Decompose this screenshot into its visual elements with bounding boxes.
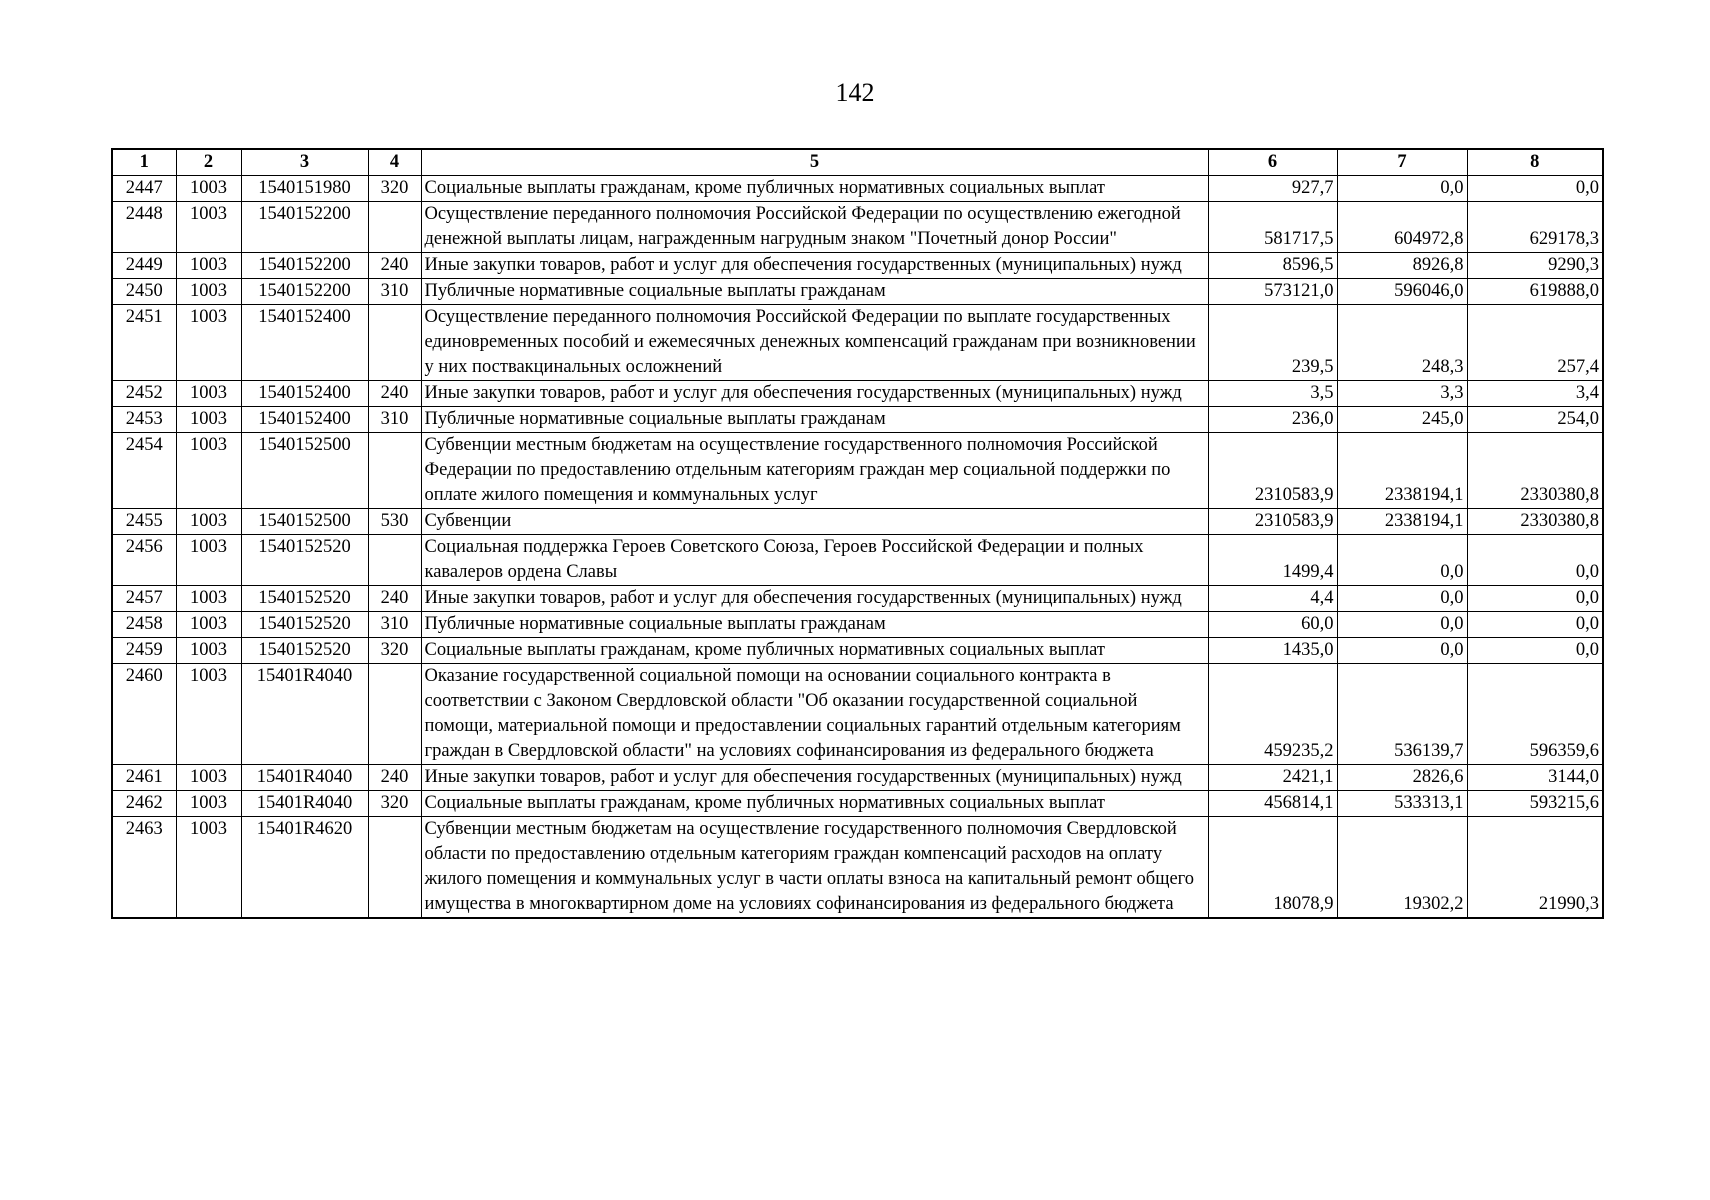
section-code: 1003 bbox=[176, 305, 241, 381]
target-article-code: 1540152200 bbox=[241, 279, 368, 305]
amount-col-7: 0,0 bbox=[1337, 638, 1467, 664]
amount-col-7: 0,0 bbox=[1337, 612, 1467, 638]
row-number: 2453 bbox=[112, 407, 176, 433]
amount-col-6: 2310583,9 bbox=[1208, 433, 1337, 509]
amount-col-6: 927,7 bbox=[1208, 176, 1337, 202]
amount-col-7: 533313,1 bbox=[1337, 791, 1467, 817]
table-row bbox=[112, 433, 1603, 509]
amount-col-6: 8596,5 bbox=[1208, 253, 1337, 279]
amount-col-8: 3,4 bbox=[1467, 381, 1603, 407]
table-row bbox=[112, 664, 1603, 765]
item-description: Субвенции местным бюджетам на осуществление государственного полномочия Свердловской области по предоставлению отдельным категориям граждан компенсаций расходов на оплату жилого помещения и коммунальных услуг в части оплаты взноса на капитальный ремонт общего имущества в многоквартирном доме на условиях софинансирования из федерального бюджета bbox=[421, 817, 1208, 919]
amount-col-8: 257,4 bbox=[1467, 305, 1603, 381]
item-description: Осуществление переданного полномочия Российской Федерации по выплате государственных единовременных пособий и ежемесячных денежных компенсаций гражданам при возникновении у них поствакцинальных осложнений bbox=[421, 305, 1208, 381]
amount-col-7: 536139,7 bbox=[1337, 664, 1467, 765]
amount-col-6: 3,5 bbox=[1208, 381, 1337, 407]
column-header: 4 bbox=[368, 149, 421, 176]
amount-col-8: 21990,3 bbox=[1467, 817, 1603, 919]
expense-type-code bbox=[368, 202, 421, 253]
row-number: 2450 bbox=[112, 279, 176, 305]
target-article-code: 1540152200 bbox=[241, 253, 368, 279]
table-row bbox=[112, 202, 1603, 253]
item-description: Публичные нормативные социальные выплаты гражданам bbox=[421, 279, 1208, 305]
expense-type-code: 310 bbox=[368, 612, 421, 638]
column-header: 6 bbox=[1208, 149, 1337, 176]
amount-col-6: 456814,1 bbox=[1208, 791, 1337, 817]
amount-col-8: 629178,3 bbox=[1467, 202, 1603, 253]
table-row bbox=[112, 176, 1603, 202]
section-code: 1003 bbox=[176, 535, 241, 586]
header-row bbox=[112, 149, 1603, 176]
expense-type-code: 530 bbox=[368, 509, 421, 535]
section-code: 1003 bbox=[176, 586, 241, 612]
amount-col-7: 0,0 bbox=[1337, 586, 1467, 612]
target-article-code: 1540152400 bbox=[241, 305, 368, 381]
target-article-code: 15401R4040 bbox=[241, 765, 368, 791]
amount-col-7: 2826,6 bbox=[1337, 765, 1467, 791]
amount-col-8: 0,0 bbox=[1467, 535, 1603, 586]
expense-type-code: 240 bbox=[368, 765, 421, 791]
budget-table bbox=[111, 148, 1604, 919]
row-number: 2452 bbox=[112, 381, 176, 407]
item-description: Субвенции местным бюджетам на осуществление государственного полномочия Российской Федерации по предоставлению отдельным категориям граждан мер социальной поддержки по оплате жилого помещения и коммунальных услуг bbox=[421, 433, 1208, 509]
table-row bbox=[112, 791, 1603, 817]
amount-col-6: 18078,9 bbox=[1208, 817, 1337, 919]
amount-col-8: 0,0 bbox=[1467, 586, 1603, 612]
amount-col-8: 254,0 bbox=[1467, 407, 1603, 433]
target-article-code: 15401R4040 bbox=[241, 664, 368, 765]
target-article-code: 1540152520 bbox=[241, 638, 368, 664]
item-description: Социальные выплаты гражданам, кроме публичных нормативных социальных выплат bbox=[421, 176, 1208, 202]
expense-type-code bbox=[368, 535, 421, 586]
item-description: Иные закупки товаров, работ и услуг для обеспечения государственных (муниципальных) нужд bbox=[421, 381, 1208, 407]
column-header: 3 bbox=[241, 149, 368, 176]
item-description: Социальная поддержка Героев Советского Союза, Героев Российской Федерации и полных кавалеров ордена Славы bbox=[421, 535, 1208, 586]
column-header: 8 bbox=[1467, 149, 1603, 176]
section-code: 1003 bbox=[176, 279, 241, 305]
column-header: 1 bbox=[112, 149, 176, 176]
table-row bbox=[112, 407, 1603, 433]
amount-col-7: 2338194,1 bbox=[1337, 433, 1467, 509]
amount-col-6: 1435,0 bbox=[1208, 638, 1337, 664]
row-number: 2447 bbox=[112, 176, 176, 202]
expense-type-code: 310 bbox=[368, 407, 421, 433]
section-code: 1003 bbox=[176, 381, 241, 407]
expense-type-code: 310 bbox=[368, 279, 421, 305]
item-description: Оказание государственной социальной помощи на основании социального контракта в соответствии с Законом Свердловской области "Об оказании государственной социальной помощи, материальной помощи и предоставлении социальных гарантий отдельным категориям граждан в Свердловской области" на условиях софинансирования из федерального бюджета bbox=[421, 664, 1208, 765]
amount-col-6: 573121,0 bbox=[1208, 279, 1337, 305]
amount-col-7: 8926,8 bbox=[1337, 253, 1467, 279]
row-number: 2456 bbox=[112, 535, 176, 586]
target-article-code: 1540152520 bbox=[241, 612, 368, 638]
section-code: 1003 bbox=[176, 433, 241, 509]
table-row bbox=[112, 253, 1603, 279]
column-header: 5 bbox=[421, 149, 1208, 176]
expense-type-code bbox=[368, 664, 421, 765]
item-description: Публичные нормативные социальные выплаты гражданам bbox=[421, 407, 1208, 433]
table-row bbox=[112, 817, 1603, 919]
amount-col-7: 2338194,1 bbox=[1337, 509, 1467, 535]
expense-type-code bbox=[368, 817, 421, 919]
table-row bbox=[112, 279, 1603, 305]
target-article-code: 1540152400 bbox=[241, 407, 368, 433]
amount-col-8: 2330380,8 bbox=[1467, 509, 1603, 535]
amount-col-6: 459235,2 bbox=[1208, 664, 1337, 765]
column-header: 2 bbox=[176, 149, 241, 176]
amount-col-8: 0,0 bbox=[1467, 638, 1603, 664]
expense-type-code: 320 bbox=[368, 638, 421, 664]
target-article-code: 1540152520 bbox=[241, 586, 368, 612]
amount-col-8: 619888,0 bbox=[1467, 279, 1603, 305]
amount-col-7: 0,0 bbox=[1337, 176, 1467, 202]
amount-col-8: 3144,0 bbox=[1467, 765, 1603, 791]
item-description: Иные закупки товаров, работ и услуг для обеспечения государственных (муниципальных) нужд bbox=[421, 253, 1208, 279]
table-row bbox=[112, 586, 1603, 612]
amount-col-6: 1499,4 bbox=[1208, 535, 1337, 586]
table-body bbox=[112, 176, 1603, 919]
amount-col-6: 4,4 bbox=[1208, 586, 1337, 612]
target-article-code: 1540152500 bbox=[241, 433, 368, 509]
amount-col-6: 60,0 bbox=[1208, 612, 1337, 638]
amount-col-8: 0,0 bbox=[1467, 176, 1603, 202]
section-code: 1003 bbox=[176, 407, 241, 433]
target-article-code: 15401R4040 bbox=[241, 791, 368, 817]
page-number: 142 bbox=[835, 78, 875, 107]
expense-type-code: 320 bbox=[368, 176, 421, 202]
item-description: Публичные нормативные социальные выплаты гражданам bbox=[421, 612, 1208, 638]
expense-type-code bbox=[368, 433, 421, 509]
table-row bbox=[112, 381, 1603, 407]
target-article-code: 1540152500 bbox=[241, 509, 368, 535]
item-description: Социальные выплаты гражданам, кроме публичных нормативных социальных выплат bbox=[421, 791, 1208, 817]
item-description: Субвенции bbox=[421, 509, 1208, 535]
table-row bbox=[112, 509, 1603, 535]
table-row bbox=[112, 638, 1603, 664]
row-number: 2463 bbox=[112, 817, 176, 919]
section-code: 1003 bbox=[176, 664, 241, 765]
amount-col-6: 239,5 bbox=[1208, 305, 1337, 381]
table-row bbox=[112, 305, 1603, 381]
amount-col-7: 245,0 bbox=[1337, 407, 1467, 433]
amount-col-7: 248,3 bbox=[1337, 305, 1467, 381]
item-description: Осуществление переданного полномочия Российской Федерации по осуществлению ежегодной денежной выплаты лицам, награжденным нагрудным знаком "Почетный донор России" bbox=[421, 202, 1208, 253]
amount-col-8: 593215,6 bbox=[1467, 791, 1603, 817]
column-header: 7 bbox=[1337, 149, 1467, 176]
table-row bbox=[112, 765, 1603, 791]
item-description: Иные закупки товаров, работ и услуг для обеспечения государственных (муниципальных) нужд bbox=[421, 586, 1208, 612]
expense-type-code: 320 bbox=[368, 791, 421, 817]
row-number: 2460 bbox=[112, 664, 176, 765]
row-number: 2462 bbox=[112, 791, 176, 817]
target-article-code: 15401R4620 bbox=[241, 817, 368, 919]
amount-col-7: 19302,2 bbox=[1337, 817, 1467, 919]
section-code: 1003 bbox=[176, 612, 241, 638]
section-code: 1003 bbox=[176, 176, 241, 202]
amount-col-6: 581717,5 bbox=[1208, 202, 1337, 253]
row-number: 2458 bbox=[112, 612, 176, 638]
table-row bbox=[112, 612, 1603, 638]
amount-col-7: 604972,8 bbox=[1337, 202, 1467, 253]
amount-col-7: 596046,0 bbox=[1337, 279, 1467, 305]
section-code: 1003 bbox=[176, 202, 241, 253]
row-number: 2448 bbox=[112, 202, 176, 253]
table-row bbox=[112, 535, 1603, 586]
section-code: 1003 bbox=[176, 791, 241, 817]
row-number: 2449 bbox=[112, 253, 176, 279]
amount-col-8: 9290,3 bbox=[1467, 253, 1603, 279]
target-article-code: 1540152200 bbox=[241, 202, 368, 253]
target-article-code: 1540152520 bbox=[241, 535, 368, 586]
amount-col-6: 236,0 bbox=[1208, 407, 1337, 433]
row-number: 2451 bbox=[112, 305, 176, 381]
target-article-code: 1540151980 bbox=[241, 176, 368, 202]
section-code: 1003 bbox=[176, 638, 241, 664]
section-code: 1003 bbox=[176, 509, 241, 535]
expense-type-code bbox=[368, 305, 421, 381]
row-number: 2459 bbox=[112, 638, 176, 664]
row-number: 2461 bbox=[112, 765, 176, 791]
expense-type-code: 240 bbox=[368, 253, 421, 279]
section-code: 1003 bbox=[176, 817, 241, 919]
row-number: 2455 bbox=[112, 509, 176, 535]
expense-type-code: 240 bbox=[368, 586, 421, 612]
section-code: 1003 bbox=[176, 253, 241, 279]
amount-col-8: 2330380,8 bbox=[1467, 433, 1603, 509]
amount-col-8: 596359,6 bbox=[1467, 664, 1603, 765]
amount-col-8: 0,0 bbox=[1467, 612, 1603, 638]
amount-col-7: 3,3 bbox=[1337, 381, 1467, 407]
amount-col-6: 2421,1 bbox=[1208, 765, 1337, 791]
row-number: 2454 bbox=[112, 433, 176, 509]
amount-col-7: 0,0 bbox=[1337, 535, 1467, 586]
item-description: Социальные выплаты гражданам, кроме публичных нормативных социальных выплат bbox=[421, 638, 1208, 664]
expense-type-code: 240 bbox=[368, 381, 421, 407]
target-article-code: 1540152400 bbox=[241, 381, 368, 407]
row-number: 2457 bbox=[112, 586, 176, 612]
item-description: Иные закупки товаров, работ и услуг для обеспечения государственных (муниципальных) нужд bbox=[421, 765, 1208, 791]
amount-col-6: 2310583,9 bbox=[1208, 509, 1337, 535]
section-code: 1003 bbox=[176, 765, 241, 791]
